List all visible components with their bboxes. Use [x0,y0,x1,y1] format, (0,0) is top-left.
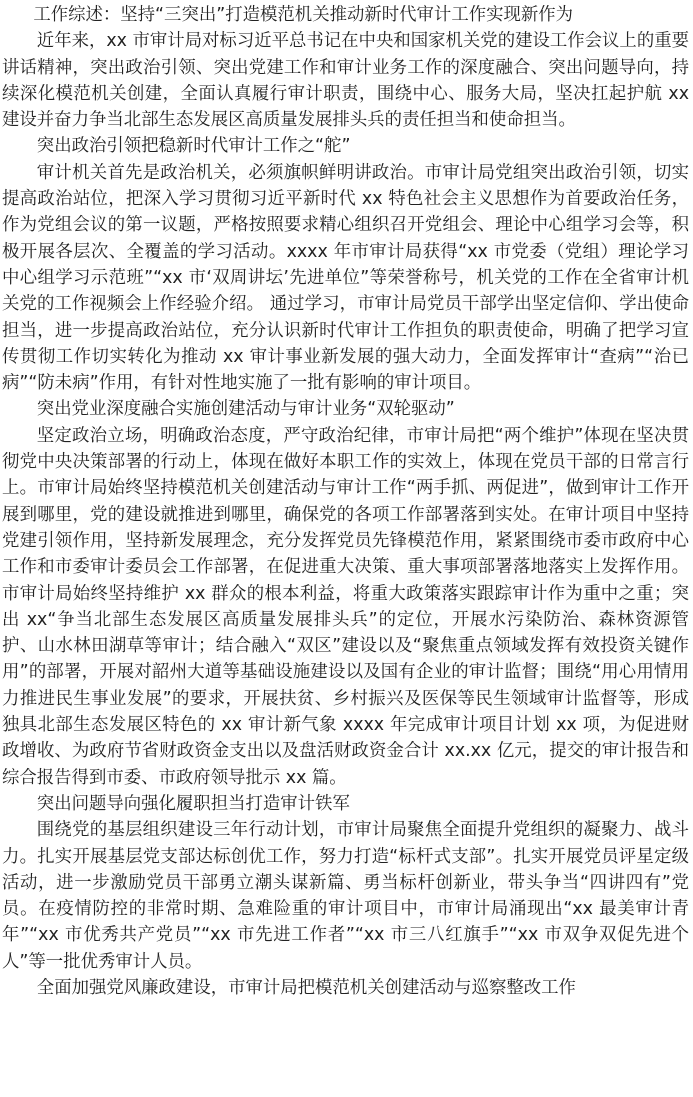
cut-off-paragraph: 全面加强党风廉政建设，市审计局把模范机关创建活动与巡察整改工作 [36,977,576,998]
section-heading-political-leadership: 突出政治引领把稳新时代审计工作之“舵” [36,136,351,157]
section-paragraph: 围绕党的基层组织建设三年行动计划，市审计局聚焦全面提升党组织的凝聚力、战斗力。扎实开展基层党支部达标创优工作，努力打造“标杆式支部”。扎实开展党员评星定级活动，进一步激励党员干部勇立潮头谋新篇、勇当标杆创新业，带头争当“四讲四有”党员。在疫情防控的非常时期、急难险重的审计项目中，市审计局涌现出“xx 最美审计青年”“xx 市优秀共产党员”“xx 市先进工作者”“xx 市三八红旗手”“xx 市双争双促先进个人”等一批优秀审计人员。 [2,820,689,972]
section-heading-party-business-integration: 突出党业深度融合实施创建活动与审计业务“双轮驱动” [36,399,455,420]
section-paragraph: 审计机关首先是政治机关，必须旗帜鲜明讲政治。市审计局党组突出政治引领，切实提高政治站位，把深入学习贯彻习近平新时代 xx 特色社会主义思想作为首要政治任务，作为党组会议的第一议题，严格按照要求精心组织召开党组会、理论中心组学习会等，积极开展各层次、全覆盖的学习活动。xxxx 年市审计局获得“xx 市党委（党组）理论学习中心组学习示范班”“xx 市‘双周讲坛’先进单位”等荣誉称号，机关党的工作在全省审计机关党的工作视频会上作经验介绍。 通过学习，市审计局党员干部学出坚定信仰、学出使命担当，进一步提高政治站位，充分认识新时代审计工作担负的职责使命，明确了把学习宣传贯彻工作切实转化为推动 xx 审计事业新发展的强大动力，全面发挥审计“查病”“治已病”“防未病”作用，有针对性地实施了一批有影响的审计项目。 [2,162,689,394]
document-title: 工作综述：坚持“三突出”打造模范机关推动新时代审计工作实现新作为 [33,5,574,25]
section-heading-problem-orientation: 突出问题导向强化履职担当打造审计铁军 [36,793,350,814]
section-paragraph: 坚定政治立场，明确政治态度，严守政治纪律，市审计局把“两个维护”体现在坚决贯彻党中央决策部署的行动上，体现在做好本职工作的实效上，体现在党员干部的日常言行上。市审计局始终坚持模范机关创建活动与审计工作“两手抓、两促进”，做到审计工作开展到哪里，党的建设就推进到哪里，确保党的各项工作部署落到实处。在审计项目中坚持党建引领作用，坚持新发展理念，充分发挥党员先锋模范作用，紧紧围绕市委市政府中心工作和市委审计委员会工作部署，在促进重大决策、重大事项部署落地落实上发挥作用。市审计局始终坚持维护 xx 群众的根本利益，将重大政策落实跟踪审计作为重中之重；突出 xx“争当北部生态发展区高质量发展排头兵”的定位，开展水污染防治、森林资源管护、山水林田湖草等审计；结合融入“双区”建设以及“聚焦重点领域发挥有效投资关键作用”的部署，开展对韶州大道等基础设施建设以及国有企业的审计监督；围绕“用心用情用力推进民生事业发展”的要求，开展扶贫、乡村振兴及医保等民生领域审计监督等，形成独具北部生态发展区特色的 xx 审计新气象 xxxx 年完成审计项目计划 xx 项，为促进财政增收、为政府节省财政资金支出以及盘活财政资金合计 xx.xx 亿元，提交的审计报告和综合报告得到市委、市政府领导批示 xx 篇。 [2,425,689,788]
intro-paragraph: 近年来，xx 市审计局对标习近平总书记在中央和国家机关党的建设工作会议上的重要讲话精神，突出政治引领、突出党建工作和审计业务工作的深度融合、突出问题导向，持续深化模范机关创建，全面认真履行审计职责，围绕中心、服务大局，坚决扛起护航 xx 建设并奋力争当北部生态发展区高质量发展排头兵的责任担当和使命担当。 [2,31,689,131]
